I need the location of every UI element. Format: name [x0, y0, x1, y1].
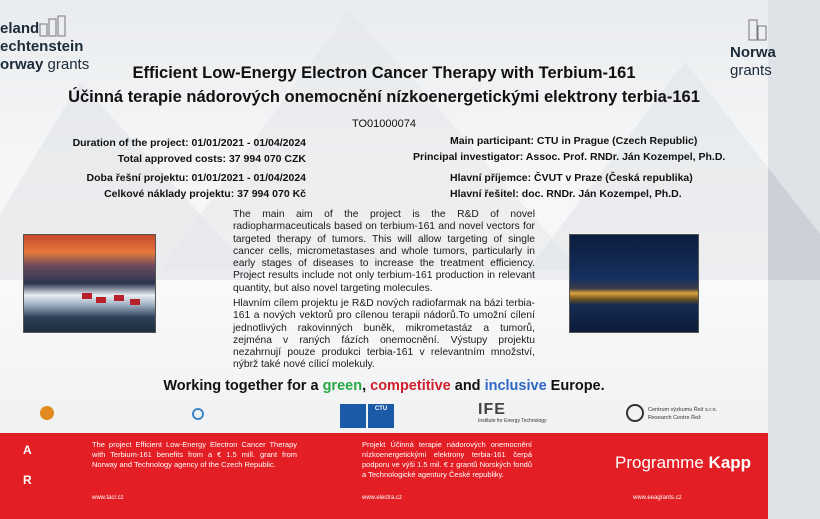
red-hut-shape [96, 297, 106, 303]
participants-en [413, 133, 725, 165]
footer-text-english: The project Efficient Low-Energy Electron Cancer Therapy with Terbium-161 benefits from a € 1.5 mill. grant from Norway and Technology agency of the Czech Republic. [92, 440, 297, 469]
rez-text [648, 406, 717, 422]
footer-link-tacr[interactable]: www.tacr.cz [92, 495, 124, 501]
partner-logos [0, 400, 768, 432]
footer-link-eeagrants[interactable]: www.eeagrants.cz [633, 495, 682, 501]
rez-line-1: Centrum výzkumu Řež s.r.o. [648, 407, 718, 413]
costs-en: Total approved costs: 37 994 070 CZK [117, 153, 306, 165]
programme-name: Kapp [708, 453, 752, 472]
duration-en: Duration of the project: 01/01/2021 - 01/04/2024 [72, 137, 306, 149]
project-info-cz [87, 170, 306, 202]
red-hut-shape [82, 293, 92, 299]
ctu-emblem-icon [340, 404, 366, 428]
ife-subtitle: Institute for Energy Technology [478, 418, 547, 424]
ctu-logo [340, 404, 400, 428]
logo-left-suffix: grants [47, 56, 90, 73]
partner-logo-1 [40, 406, 80, 420]
motto-suffix: Europe. [546, 378, 605, 394]
ife-mark: IFE [478, 401, 506, 418]
ctu-label: CTU [368, 404, 394, 428]
description-english: The main aim of the project is the R&D of novel radiopharmaceuticals based on terbium-161 and novel vectors for targeted therapy of tumors. This will allow targeting of single cancer cells, micrometastases and whole tumors, particularly in early stages of diseases to increase the treatment efficiency. Project results include not only terbium-161 production in relevant quantity, but also novel targeting molecules. [233, 209, 535, 294]
title-czech: Účinná terapie nádorových onemocnění nízkoenergetickými elektrony terbia-161 [68, 88, 700, 106]
lofoten-photo [23, 234, 156, 333]
partner-1-icon [40, 406, 54, 420]
participants-cz [450, 170, 693, 202]
footer-letter-r: R [23, 473, 32, 487]
project-code: TO01000074 [351, 118, 417, 130]
footer-link-electra[interactable]: www.electra.cz [362, 495, 403, 501]
description-czech: Hlavním cílem projektu je R&D nových radiofarmak na bázi terbia-161 a nových vektorů pro cílenou terapii nádorů.To umožní cílení jednotlivých rakovinných buněk, mikrometastáz a tumorů, zejména v raných fázích onemocnění. Výstupy projektu nezahrnují pouze produkci terbia-161 v relevantním množství, nýbrž také nové cílicí molekuly. [233, 298, 535, 371]
motto-sep: and [450, 378, 485, 394]
motto-competitive: competitive [370, 378, 451, 394]
motto-prefix: Working together for a [163, 378, 323, 394]
motto-green: green [322, 378, 363, 394]
red-hut-shape [130, 299, 140, 305]
principal-investigator-cz: Hlavní řešitel: doc. RNDr. Ján Kozempel, Ph.D. [450, 188, 682, 200]
principal-investigator-en: Principal investigator: Assoc. Prof. RNDr. Ján Kozempel, Ph.D. [413, 151, 726, 163]
motto-sep: , [362, 378, 371, 394]
logo-right-line: Norwa [730, 44, 776, 61]
prague-castle-photo [569, 234, 699, 333]
main-participant-en: Main participant: CTU in Prague (Czech Republic) [450, 135, 698, 147]
partner-2-icon [192, 408, 204, 420]
logo-left-line: eland [0, 20, 40, 37]
norway-grants-icon [746, 18, 768, 40]
ife-logo [478, 402, 568, 424]
partner-logo-2 [192, 408, 232, 420]
logo-left-word: orway [0, 56, 44, 73]
programme-label [615, 453, 751, 473]
motto-inclusive: inclusive [484, 378, 547, 394]
motto [0, 378, 768, 394]
main-participant-cz: Hlavní příjemce: ČVUT v Praze (Česká republika) [450, 172, 693, 184]
programme-word: Programme [615, 453, 704, 472]
footer-text-czech: Projekt Účinná terapie nádorových onemocnění nízkoenergetickými elektrony terbia-161 čerpá podporu ve výši 1.5 mil. € z grantů Norských fondů a Technologické agentury České republiky. [362, 440, 532, 479]
rez-emblem-icon [626, 404, 644, 422]
project-info-en [73, 135, 306, 167]
rez-line-2: Research Centre Řež [648, 415, 701, 421]
title-english: Efficient Low-Energy Electron Cancer Therapy with Terbium-161 [132, 64, 636, 82]
duration-cz: Doba řešní projektu: 01/01/2021 - 01/04/2024 [86, 172, 306, 184]
footer-banner [0, 433, 768, 519]
footer-letter-a: A [23, 443, 32, 457]
logo-left-line: echtenstein [0, 38, 84, 55]
costs-cz: Celkové náklady projektu: 37 994 070 Kč [104, 188, 306, 200]
red-hut-shape [114, 295, 124, 301]
logo-right-line: grants [730, 62, 772, 79]
